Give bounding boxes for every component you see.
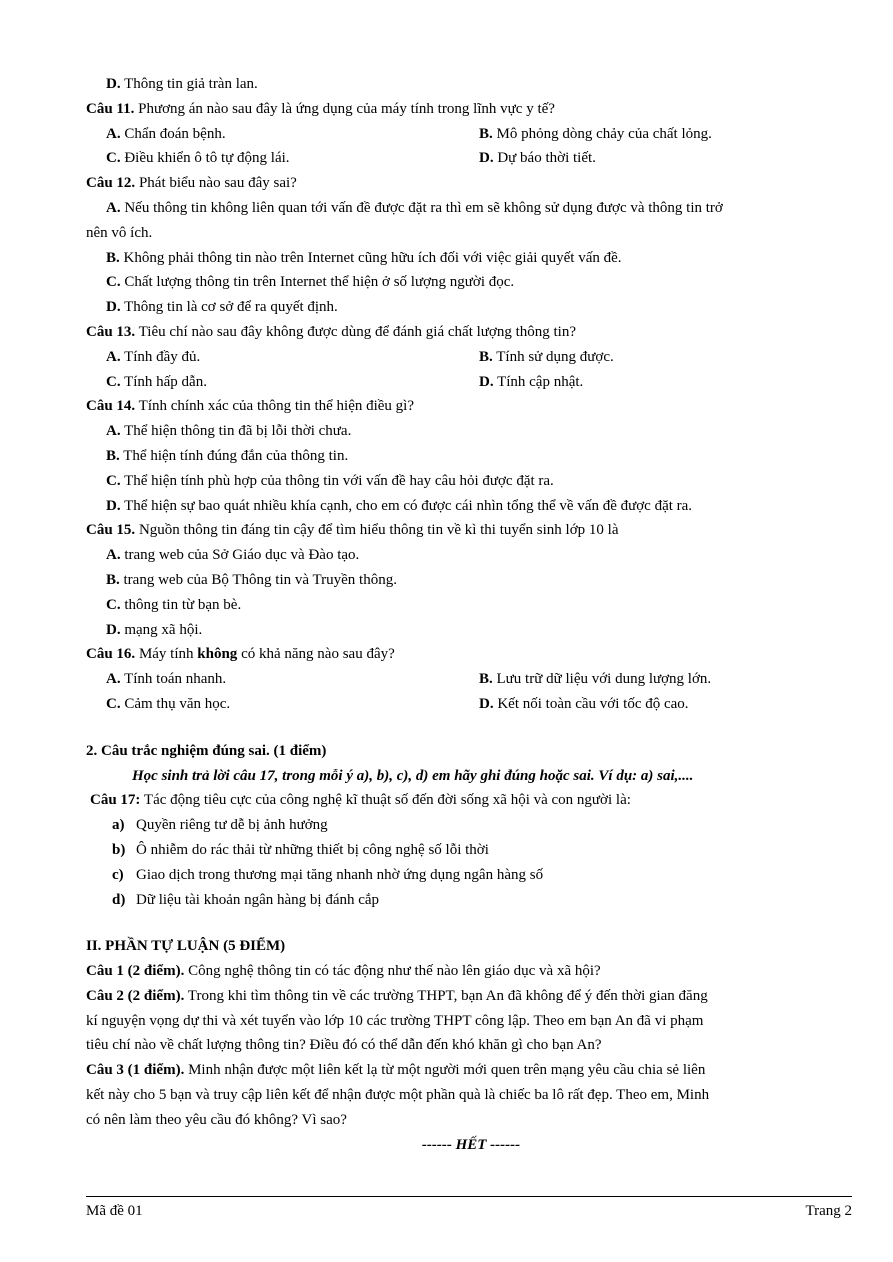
question-text: Phương án nào sau đây là ứng dụng của máy tính trong lĩnh vực y tế? xyxy=(134,100,555,117)
essay-q3-cont-2: có nên làm theo yêu cầu đó không? Vì sao? xyxy=(86,1111,347,1128)
page-number: Trang 2 xyxy=(805,1203,852,1219)
q15-option-d xyxy=(86,618,856,643)
q11-stem xyxy=(86,97,856,122)
option-label: B. xyxy=(479,348,493,365)
q17-item-d xyxy=(86,888,856,913)
option-text: Điều khiển ô tô tự động lái. xyxy=(120,150,290,167)
spacer xyxy=(86,912,856,934)
item-text: Ô nhiễm do rác thải từ những thiết bị công nghệ số lỗi thời xyxy=(136,841,489,858)
q13-option-b xyxy=(479,345,856,370)
q11-options-ab xyxy=(86,122,856,147)
essay-q3-cont-1: kết này cho 5 bạn và truy cập liên kết để nhận được một phần quà là chiếc ba lô rất đẹp. Theo em, Minh xyxy=(86,1087,710,1104)
option-text: Dự báo thời tiết. xyxy=(493,150,596,167)
q13-options-cd xyxy=(86,370,856,395)
essay-q1 xyxy=(86,959,856,984)
option-text: Tính hấp dẫn. xyxy=(120,373,207,390)
question-label: Câu 11. xyxy=(86,100,135,117)
option-text: Tính đầy đủ. xyxy=(120,348,201,365)
q14-option-a xyxy=(86,419,856,444)
question-text: Nguồn thông tin đáng tin cậy để tìm hiểu thông tin về kì thi tuyển sinh lớp 10 là xyxy=(135,522,619,539)
option-text: thông tin từ bạn bè. xyxy=(120,596,242,613)
q13-stem xyxy=(86,320,856,345)
option-label: C. xyxy=(106,274,121,291)
q13-option-a xyxy=(86,345,479,370)
question-text: Công nghệ thông tin có tác động như thế nào lên giáo dục và xã hội? xyxy=(184,963,601,980)
question-label: Câu 1 (2 điểm). xyxy=(86,963,185,980)
section-2-title: 2. Câu trắc nghiệm đúng sai. (1 điểm) xyxy=(86,742,327,759)
option-label: D. xyxy=(106,497,121,514)
q16-option-c xyxy=(86,692,479,717)
item-label: b) xyxy=(112,841,126,858)
option-label: A. xyxy=(106,423,121,440)
section-2-instruction: Học sinh trả lời câu 17, trong mỗi ý a), b), c), d) em hãy ghi đúng hoặc sai. Ví dụ: a) sai,.... xyxy=(132,767,694,784)
q12-stem xyxy=(86,171,856,196)
essay-q2-cont-1: kí nguyện vọng dự thi và xét tuyển vào lớp 10 các trường THPT công lập. Theo em bạn An đã vi phạm xyxy=(86,1012,704,1029)
option-text: Thể hiện thông tin đã bị lỗi thời chưa. xyxy=(120,423,352,440)
option-text: Kết nối toàn cầu với tốc độ cao. xyxy=(493,695,689,712)
option-text: trang web của Bộ Thông tin và Truyền thông. xyxy=(119,571,397,588)
q16-options-ab xyxy=(86,667,856,692)
question-label: Câu 14. xyxy=(86,398,136,415)
question-text: Phát biểu nào sau đây sai? xyxy=(135,175,297,192)
question-text: Tác động tiêu cực của công nghệ kĩ thuật số đến đời sống xã hội và con người là: xyxy=(140,792,631,809)
end-marker: ------ HẾT ------ xyxy=(421,1136,521,1153)
option-label: B. xyxy=(106,447,120,464)
option-label: D. xyxy=(106,621,121,638)
q16-option-a xyxy=(86,667,479,692)
option-label: C. xyxy=(106,596,121,613)
question-text: Minh nhận được một liên kết lạ từ một người mới quen trên mạng yêu cầu chia sẻ liên xyxy=(184,1062,706,1079)
option-text: Thể hiện sự bao quát nhiều khía cạnh, cho em có được cái nhìn tổng thể về vấn đề được đặt ra. xyxy=(120,497,693,514)
option-label: A. xyxy=(106,547,121,564)
question-label: Câu 15. xyxy=(86,522,136,539)
option-label: B. xyxy=(106,571,120,588)
essay-q3 xyxy=(86,1058,856,1083)
spacer xyxy=(86,717,856,739)
q16-options-cd xyxy=(86,692,856,717)
q16-stem xyxy=(86,642,856,667)
q15-option-c xyxy=(86,593,856,618)
q16-option-b xyxy=(479,667,856,692)
page-footer xyxy=(86,1196,852,1220)
option-text: trang web của Sở Giáo dục và Đào tạo. xyxy=(120,547,360,564)
q15-option-a xyxy=(86,543,856,568)
q17-item-b xyxy=(86,838,856,863)
q13-option-d xyxy=(479,370,856,395)
item-text: Quyền riêng tư dễ bị ảnh hưởng xyxy=(136,817,328,834)
option-text: Thông tin giả tràn lan. xyxy=(120,76,258,92)
q14-option-b xyxy=(86,444,856,469)
q11-option-a xyxy=(86,122,479,147)
option-label: C. xyxy=(106,150,121,167)
option-text: Lưu trữ dữ liệu với dung lượng lớn. xyxy=(492,671,712,688)
q15-option-b xyxy=(86,568,856,593)
question-emphasis: không xyxy=(197,646,238,663)
q17-item-a xyxy=(86,813,856,838)
q14-option-c xyxy=(86,469,856,494)
q12-option-a-cont: nên vô ích. xyxy=(86,224,153,241)
q11-option-b xyxy=(479,122,856,147)
item-label: a) xyxy=(112,817,125,834)
option-text: Tính cập nhật. xyxy=(493,373,584,390)
question-text: Trong khi tìm thông tin về các trường THPT, bạn An đã không để ý đến thời gian đăng xyxy=(184,987,708,1004)
question-label: Câu 16. xyxy=(86,646,136,663)
option-text: Cảm thụ văn học. xyxy=(120,695,231,712)
question-text: Tiêu chí nào sau đây không được dùng để đánh giá chất lượng thông tin? xyxy=(135,323,576,340)
option-label: B. xyxy=(106,249,120,266)
option-text: Tính toán nhanh. xyxy=(120,671,227,688)
option-text: Chẩn đoán bệnh. xyxy=(120,125,226,142)
option-text: Thể hiện tính phù hợp của thông tin với vấn đề hay câu hỏi được đặt ra. xyxy=(120,472,554,489)
question-label: Câu 2 (2 điểm). xyxy=(86,987,185,1004)
option-label: B. xyxy=(479,671,493,688)
option-label: D. xyxy=(479,150,494,167)
question-label: Câu 13. xyxy=(86,323,136,340)
q13-options-ab xyxy=(86,345,856,370)
option-label: D. xyxy=(106,76,121,92)
part-title: II. PHẦN TỰ LUẬN (5 ĐIỂM) xyxy=(86,938,286,955)
q12-option-d xyxy=(86,295,856,320)
option-text: Không phải thông tin nào trên Internet cũng hữu ích đối với việc giải quyết vấn đề. xyxy=(119,249,622,266)
q17-stem xyxy=(86,788,856,813)
option-label: D. xyxy=(106,299,121,316)
item-text: Giao dịch trong thương mại tăng nhanh nhờ ứng dụng ngân hàng số xyxy=(136,866,544,883)
option-text: Thông tin là cơ sở để ra quyết định. xyxy=(120,299,338,316)
option-text: Tính sử dụng được. xyxy=(492,348,614,365)
q10-option-d xyxy=(86,72,856,97)
option-label: A. xyxy=(106,348,121,365)
option-text: mạng xã hội. xyxy=(120,621,203,638)
item-label: c) xyxy=(112,866,124,883)
option-text: Nếu thông tin không liên quan tới vấn đề được đặt ra thì em sẽ không sử dụng được và thông tin trở xyxy=(120,199,723,216)
option-label: B. xyxy=(479,125,493,142)
essay-q2-cont-2: tiêu chí nào về chất lượng thông tin? Điều đó có thể dẫn đến khó khăn gì cho bạn An? xyxy=(86,1037,602,1054)
option-label: A. xyxy=(106,125,121,142)
q14-option-d xyxy=(86,494,856,519)
q11-option-c xyxy=(86,146,479,171)
item-text: Dữ liệu tài khoản ngân hàng bị đánh cắp xyxy=(136,891,380,908)
option-label: C. xyxy=(106,472,121,489)
q12-option-b xyxy=(86,246,856,271)
essay-q2 xyxy=(86,984,856,1009)
q12-option-c xyxy=(86,270,856,295)
exam-code: Mã đề 01 xyxy=(86,1203,143,1219)
q15-stem xyxy=(86,518,856,543)
q13-option-c xyxy=(86,370,479,395)
question-text: có khả năng nào sau đây? xyxy=(237,646,395,663)
q17-item-c xyxy=(86,863,856,888)
option-text: Mô phỏng dòng chảy của chất lỏng. xyxy=(492,125,712,142)
question-label: Câu 12. xyxy=(86,175,136,192)
q14-stem xyxy=(86,394,856,419)
q11-option-d xyxy=(479,146,856,171)
option-label: A. xyxy=(106,199,121,216)
option-label: C. xyxy=(106,373,121,390)
q16-option-d xyxy=(479,692,856,717)
question-label: Câu 17: xyxy=(90,792,141,809)
item-label: d) xyxy=(112,891,126,908)
option-label: A. xyxy=(106,671,121,688)
option-label: C. xyxy=(106,695,121,712)
q11-options-cd xyxy=(86,146,856,171)
part-2-title xyxy=(86,934,856,959)
question-text: Tính chính xác của thông tin thể hiện điều gì? xyxy=(135,398,415,415)
option-text: Chất lượng thông tin trên Internet thể hiện ở số lượng người đọc. xyxy=(120,274,515,291)
option-label: D. xyxy=(479,373,494,390)
option-label: D. xyxy=(479,695,494,712)
option-text: Thể hiện tính đúng đắn của thông tin. xyxy=(119,447,349,464)
question-text: Máy tính xyxy=(135,646,198,663)
q12-option-a xyxy=(86,196,856,221)
question-label: Câu 3 (1 điểm). xyxy=(86,1062,185,1079)
exam-page xyxy=(86,72,856,1157)
